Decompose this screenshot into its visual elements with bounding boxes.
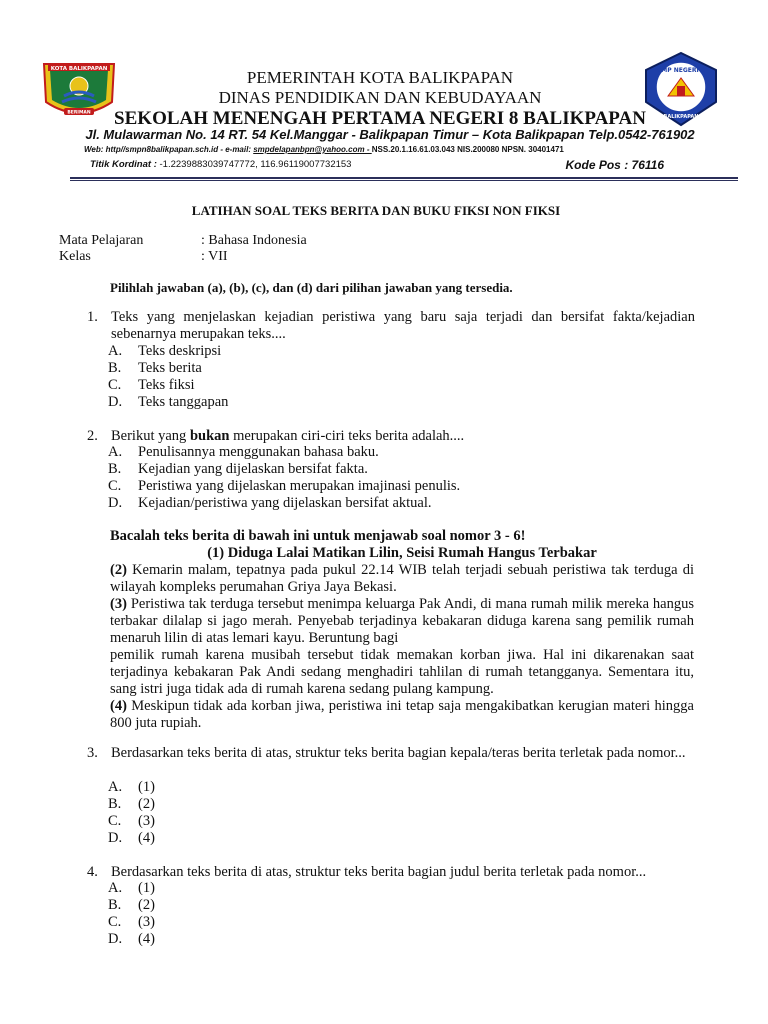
option-key: A. (108, 880, 123, 896)
option-text: (3) (138, 914, 155, 930)
document-title: LATIHAN SOAL TEKS BERITA DAN BUKU FIKSI NON FIKSI (191, 203, 561, 218)
instructions: Pilihlah jawaban (a), (b), (c), dan (d) dari pilihan jawaban yang tersedia. (110, 280, 513, 295)
option-text: (4) (138, 931, 155, 947)
department-name: DINAS PENDIDIKAN DAN KEBUDAYAAN (218, 88, 542, 107)
option-key: D. (108, 394, 123, 410)
option-key: B. (108, 461, 122, 477)
coordinate-value: -1.2239883039747772, 116.96119007732153 (159, 159, 352, 170)
school-registration-numbers: NSS.20.1.16.61.03.043 NIS.200080 NPSN. 30401471 (371, 145, 564, 154)
paragraph-number: (3) (110, 596, 127, 612)
paragraph-text: Meskipun tidak ada korban jiwa, peristiwa ini tetap saja mengakibatkan kerugian materi hingga 800 juta rupiah. (110, 698, 694, 731)
school-address: Jl. Mulawarman No. 14 RT. 54 Kel.Manggar - Balikpapan Timur – Kota Balikpapan Telp.0542-761902 (85, 127, 695, 142)
option-text: Teks fiksi (138, 377, 195, 393)
question-2 (87, 428, 695, 445)
question-number: 3. (87, 745, 98, 761)
paragraph-4 (110, 698, 694, 732)
subject-row (59, 232, 307, 249)
option-key: A. (108, 779, 123, 795)
paragraph-3-continued: pemilik rumah karena musibah tersebut tidak memakan korban jiwa. Hal ini dikarenakan saat terjadinya kebakaran Pak Andi sedang menghadiri tahlilan di rumah tetangganya. Sementara itu, sang istri juga tidak ada di rumah karena sedang pulang kampung. (110, 647, 694, 697)
option-key: B. (108, 897, 122, 913)
email-link[interactable]: smpdelapanbpn@yahoo.com - (253, 145, 372, 154)
letterhead (100, 68, 660, 130)
option-key: A. (108, 444, 123, 460)
question-number: 4. (87, 864, 98, 880)
passage-title: (1) Diduga Lalai Matikan Lilin, Seisi Rumah Hangus Terbakar (207, 545, 597, 561)
paragraph-2 (110, 562, 694, 596)
option-key: A. (108, 343, 123, 359)
paragraph-text: Peristiwa tak terduga tersebut menimpa keluarga Pak Andi, di mana rumah milik mereka hangus terbakar dilalap si jago merah. Penyebab terjadinya kebakaran diduga karena sang pemilik rumah menaruh lilin di atas lemari kayu. Beruntung bagi (110, 596, 694, 646)
passage-instruction: Bacalah teks berita di bawah ini untuk menjawab soal nomor 3 - 6! (110, 528, 526, 544)
option-text: Peristiwa yang dijelaskan merupakan imajinasi penulis. (138, 478, 461, 494)
option-key: B. (108, 796, 122, 812)
question-number: 2. (87, 428, 98, 444)
svg-text:BERIMAN: BERIMAN (67, 110, 91, 116)
option-text: Teks tanggapan (138, 394, 229, 410)
option-text: Teks deskripsi (138, 343, 222, 359)
school-name: SEKOLAH MENENGAH PERTAMA NEGERI 8 BALIKPAPAN (114, 108, 646, 129)
header-divider (70, 177, 738, 179)
contact-line (84, 144, 564, 156)
question-1 (87, 309, 695, 343)
question-text-part: merupakan ciri-ciri teks berita adalah.... (229, 428, 465, 444)
option-key: C. (108, 914, 122, 930)
paragraph-number: (4) (110, 698, 127, 714)
svg-text:BALIKPAPAN: BALIKPAPAN (663, 114, 699, 120)
question-text: Teks yang menjelaskan kejadian peristiwa yang baru saja terjadi dan bersifat fakta/kejadian sebenarnya merupakan teks.... (111, 309, 695, 342)
question-text: Berdasarkan teks berita di atas, struktur teks berita bagian kepala/teras berita terletak pada nomor... (111, 745, 686, 761)
svg-text:KOTA BALIKPAPAN: KOTA BALIKPAPAN (50, 66, 108, 72)
website-label: Web: http//smpn8balikpapan.sch.id - e-mail: (84, 145, 254, 154)
option-key: D. (108, 830, 123, 846)
question-text: Berdasarkan teks berita di atas, struktur teks berita bagian judul berita terletak pada nomor... (111, 864, 647, 880)
question-number: 1. (87, 309, 98, 325)
option-key: C. (108, 478, 122, 494)
government-name: PEMERINTAH KOTA BALIKPAPAN (246, 68, 514, 87)
option-text: Penulisannya menggunakan bahasa baku. (138, 444, 379, 460)
question-emphasis: bukan (189, 428, 230, 444)
class-row (59, 248, 228, 265)
question-text (111, 428, 695, 445)
paragraph-text: Kemarin malam, tepatnya pada pukul 22.14 WIB telah terjadi sebuah peristiwa tak terduga di wilayah kompleks perumahan Griya Jaya Bekasi. (110, 562, 694, 595)
paragraph-number: (2) (110, 562, 127, 578)
option-text: (3) (138, 813, 155, 829)
option-key: C. (108, 377, 122, 393)
news-passage (110, 528, 694, 732)
option-text: Kejadian yang dijelaskan bersifat fakta. (138, 461, 368, 477)
svg-text:SMP NEGERI 8: SMP NEGERI 8 (656, 67, 706, 74)
question-3 (87, 745, 695, 762)
question-4 (87, 864, 695, 881)
class-value: : VII (201, 249, 228, 264)
option-text: (4) (138, 830, 155, 846)
option-key: D. (108, 495, 123, 511)
header-divider-thin (70, 180, 738, 181)
option-key: B. (108, 360, 122, 376)
option-text: Kejadian/peristiwa yang dijelaskan bersifat aktual. (138, 495, 432, 511)
option-text: Teks berita (138, 360, 202, 376)
option-key: D. (108, 931, 123, 947)
option-text: (1) (138, 779, 155, 795)
question-text-part: Berikut yang (111, 428, 190, 444)
subject-value: : Bahasa Indonesia (201, 233, 307, 248)
class-label: Kelas (59, 249, 91, 264)
paragraph-3 (110, 596, 694, 647)
coordinate-label: Titik Kordinat : (90, 159, 160, 170)
subject-label: Mata Pelajaran (59, 233, 144, 248)
coordinate-line (90, 158, 664, 172)
option-text: (2) (138, 796, 155, 812)
option-key: C. (108, 813, 122, 829)
option-text: (2) (138, 897, 155, 913)
option-text: (1) (138, 880, 155, 896)
postal-code: Kode Pos : 76116 (565, 158, 664, 172)
